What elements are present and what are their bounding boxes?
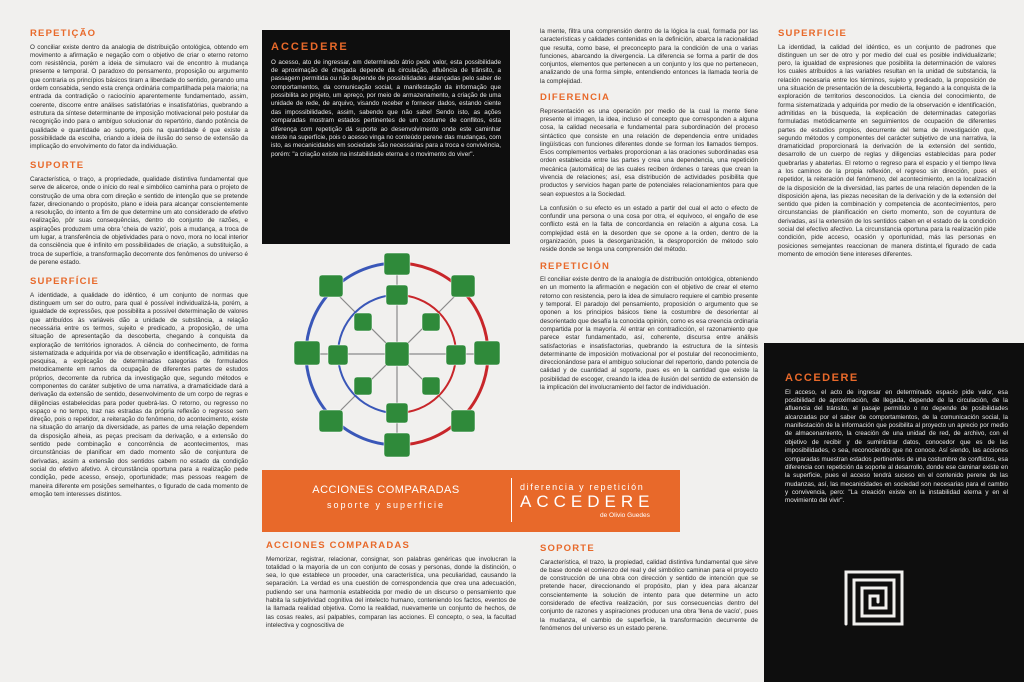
accedere-title-pt: ACCEDERE [271, 41, 349, 53]
banner-title: ACCIONES COMPARADAS [312, 484, 460, 496]
column-superficie [778, 28, 996, 265]
section-text-soporte: Característica, el trazo, la propiedad, calidad distintiva fundamental que sirve de base donde el comienzo del real y del simbólico caminan para el proyecto de construcción de una obra con dirección y sentido de intención que se pretende hacer, direccionando el propósito, plan y idea para alcanzar conscientemente la solución de intento para que determine un acto considerado de efectiva realización, por sus consecuencias dentro del conjunto de razones y aspiraciones producen una obra 'llena de vacío', pues la mudanza, el cambio de superficie, la transformación decurrente de fenómenos del universo es un estado perene. [540, 558, 758, 632]
section-title-superficie-es: SUPERFICIE [778, 28, 848, 39]
banner-author: de Olivio Guedes [600, 512, 650, 519]
accedere-box-portuguese [262, 30, 510, 244]
accedere-text-pt: O acesso, ato de ingressar, em determinado átrio pede valor, esta possibilidade de aproximação de chegada depende da circulação, afluência de trânsito, a passagem permitida ou não depende de possibilidades alcançadas pelo saber de comportamentos, da comunicação social, a manifestação da informação que possibilita ao projeto, um apreço, por meio de armazenamento, a criação de uma unidade de rede, de arquivo, visando receber e fornecer dados, estando ciente das impossibilidades, assim, sabendo que não sabe! Sendo isto, as ações comparadas mostram estados pertinentes de um costume de conflitos, esta diferença com repetição dá suporte ao desenvolvimento onde este caminhar existe na superfície, pois o acesso vinga no conteúdo perene das mudanças, com isto, as mecanicidades em sociedade são necessárias para a troca e convivência, porém: "a criação existe na instabilidade eterna e o movimento do viver". [271, 58, 501, 158]
section-text-diferencia-2: La confusión o su efecto es un estado a partir del cual el acto o efecto de confundir una persona o una cosa por otra, el equívoco, el engaño de ese conflicto está en la falta de concordancia en relación a alguna cosa. La complejidad está en la desorden que se opone a la orden, dentro de la organización, pues la desorganización, la desproporción de método solo reside donde se tenga una comprensión del método. [540, 204, 758, 254]
labyrinth-icon [840, 566, 908, 630]
accedere-title-es: ACCEDERE [785, 372, 859, 384]
column-acciones-comparadas [266, 540, 516, 636]
section-title-soporte: SOPORTE [540, 543, 595, 554]
section-text-suporte: Característica, o traço, a propriedade, qualidade distintiva fundamental que serve de alicerce, onde o início do real e simbólico caminha para o projeto de construção de uma obra com direção e sentido de intenção que se pretende fazer, direcionando o propósito, plano e ideia para alcançar conscientemente a resolução, do intento a fim de que determine um ato considerado de efetivo realização, pôr suas consequências, dentro do conjunto de razões, e aspirações produzem uma obra 'cheia de vazio', pois a mudança, a troca de um lugar, a transferência de objetividades para o novo, mora no local interior da consciência que é infinito em possibilidades de criação, a substituição, a troca de superfície, a transformação decorrente dos fenômenos do universo é de perene estado. [30, 175, 248, 266]
banner-right-title: ACCEDERE [520, 492, 655, 511]
accedere-text-es: El acceso, el acto de ingresar en determinado espacio pide valor, esa posibilidad de aproximación, de llegada, depende de la circulación, de la afluencia del tránsito, el pasaje permitido o no depende de posibilidades alcanzadas por el saber de comportamientos, de la comunicación social, la manifestación de la información que posibilita al proyecto un aprecio por medio de almacenamiento, la creación de una unidad de red, de archivo, con el objetivo de recibir y de suministrar datos, conocedor que es de las imposibilidades, o sea, reconociendo que no conoce. Así siendo, las acciones comparadas muestran estados pertinentes de una costumbre de conflictos, esa diferencia con repetición da soporte al desarrollo, donde ese caminar existe en la superficie, pues el acceso tendrá suceso en el contenido perene de las mudanzas, así, las mecanicidades en sociedad son necesarias para el cambio y convivencia, pero: "La creación existe en la instabilidad eterna y en el movimiento del vivir". [785, 388, 1008, 505]
section-title-acciones: ACCIONES COMPARADAS [266, 540, 411, 551]
column-soporte [540, 543, 758, 639]
section-text-superficie: A identidade, a qualidade do idêntico, é um conjunto de normas que distinguem um ser do outro, para qual é possível individualizá-la, porém, a igualdade de expressões, que possibilita a possível determinação de valores que atribuídos às variáveis dão a unidade de substância, a relação necessária entre os termos, sujeito e predicado, a proposição, de uma situação de apresentação da descoberta, chegando à conquista da exploração de territórios ignorados. A ciência do conhecimento, de forma sistematizada e adquirida por via de observação e identificação, admitidas na pesquisa, a explicação de determinadas categorias de formulados metodicamente em ramos da ocupação de diferentes partes de estudos próprios, decorrente da rubrica da investigação que, segundo métodos e componentes do caráter subjetivo de uma narrativa, a dramaticidade dará a derivação da extensão de sentido, desenvolvimento de um corpo de regras e diligências estabelecidas para poder quebrá-las. O retorno, ou regresso no espaço e no tempo, traz nas estradas da própria reflexão o regresso sem direção, pois o repetidor, a reiteração do fenômeno, do acontecimento, existe na situação do arranjo da diversidade, as partes de uma relação dependem da disposição alheia, as peças precisam da derivação, e a extensão do sentido pede combinação e concorrência de acontecimentos, mas circunstâncias de planificar em dado momento são de conjuntura de derivadas, assim a extensão dos sentidos cabem no estado da condição social do efetivo afetivo. A circunstância oportuna para a realização pede condição, pede acesso, ensejo, oportunidade; mas pessoas reagem de maneira diferente em posições semelhantes, o figurado de cada momento de emoção tem interesses distintos. [30, 291, 248, 498]
section-title-superficie: SUPERFÍCIE [30, 276, 100, 288]
banner-divider [511, 478, 512, 522]
section-title-repeticao: REPETIÇÃO [30, 28, 97, 39]
section-text-intro: la mente, filtra una comprensión dentro de la lógica la cual, formada por las características y calidades contenidas en la definición, abarca la racionalidad que resulta, como base, el preconcepto para la condición de una o varias funciones, abarcando la divergencia. La diferencia se forma a partir de dos conjuntos, elementos que pertenecen a un conjunto y los que no pertenecen, analizando de una forma simple, entendiendo entonces la llamada teoría de la complejidad. [540, 28, 758, 85]
accedere-box-spanish [764, 343, 1024, 682]
section-text-acciones: Memorizar, registrar, relacionar, consignar, son palabras genéricas que involucran la totalidad o la mayoría de un con conjunto de cosas y personas, donde la distinción, o sea, lo que establece un proceder, una característica, una peculiaridad, causando la separación. La verdad es una cuestión de correspondencia que crea una adecuación, pudiendo ser una harmonía establecida por medio de un discurso o pensamiento que habita la subjetividad cognitiva del intelecto humano, conteniendo los factos, eventos de la llamada realidad objetiva. Como la realidad, nuevamente un conjunto de hechos, de las cosas reales, así palpables, comparan las acciones. El concepto, o sea, la facultad intelectiva y cognoscitiva de [266, 555, 516, 629]
section-text-diferencia-1: Representación es una operación por medio de la cual la mente tiene presente el imagen, la idea, incluso el concepto que corresponden a alguna cosa, la calidad necesaria e fundamental para subordinación del proceso sintáctico que consiste en una relación de dependencia entre unidades lingüísticas con funciones diferentes donde se forman los llamados tiempos. Esos complementos verbales proporcionan a las oraciones subordinadas esa orden establecida entre las partes y crea una dependencia, una repetición mecánica (automática) de las cuales reciben órdenes o tareas que crean la vivencia de relaciones; así, esa distribución de actividades posibilita que productos y servicios hagan parte de potenciales relacionamientos para que sean expuestos a la Sociedad. [540, 107, 758, 198]
banner-right-subtitle: diferencia y repetición [520, 482, 645, 492]
column-portuguese [30, 28, 248, 678]
section-text-repeticao: O conciliar existe dentro da analogia de distribuição ontológica, obtendo em movimento a afirmação e negação com o objetivo de criar o eterno retorno com resistência, porém a ideia de simulacro vai de encontro à mudança presente e temporal. O paradoxo do pensamento, proposição ou argumento que contraria os princípios básicos tiram a liberdade do sentido, gerando uma ordem consabida, sendo esta crença ordinária compartilhada pela maioria; na entrada da contradição o raciocínio aparentemente fundamentado, assim, coerente, discorre entre análises satisfatórias e insatisfatórias, quebrando a estrutura da síntese determinante de imposição motivacional pelo postular da recognição indo para o ambíguo solucionar do repertório, dando potência de qualidade e quantidade ao suporte, pois na quantidade é que existe a possibilidade da escolha, criando a ideia de ilusão do senso de extensão da implicação do envolvimento do fator da individuação. [30, 43, 248, 151]
wheel-illustration [286, 245, 508, 463]
section-title-repeticion: REPETICIÓN [540, 260, 611, 272]
banner-subtitle: soporte y superficie [326, 500, 446, 510]
section-text-repeticion: El conciliar existe dentro de la analogía de distribución ontológica, obteniendo en un momento la afirmación e negación con el objetivo de crear el eterno retorno con resistencia, pero la idea de simulacro requiere el cambio presente y temporal. El paradojo del pensamiento, proposición o argumento que se oponen a los principios básicos tiene la costumbre de desorientar al desorientado que desafía la conocida opinión, como es esa creencia ordinaria compartida por la mayoría. Al entrar en contradicción, el razonamiento que parece estar fundamentado, así, coherente, discursa entre análisis satisfactorias e insatisfactorias, quebrando la estructura de la síntesis determinante de imposición motivacional por el postular del reconocimiento, direccionándose para el ambiguo solucionar del repertorio, dando potencia de calidad y de cuantidad al soporte, pues es en la cantidad que existe la posibilidad de escoger, creando la idea de ilusión del sentido de extensión de la implicación del involucramiento del factor de individuación. [540, 276, 758, 392]
section-text-superficie-es: La identidad, la calidad del idéntico, es un conjunto de padrones que distinguen un ser de otro y por medio del cual es posible individualizarle; pero, la igualdad de expresiones que posibilita la determinación de valores los cuales atribuidos a las variables resultan en la unidad de substancia, la relación necesaria entre los términos, sujeto y predicado, la proposición de una situación de presentación de la descubierta, llegando a la conquista de la exploración de territorios desconocidos. La ciencia del conocimiento, de forma sistematizada y adquirida por medio de la observación e identificación, admitidas en la búsqueda, la explicación de determinadas categorías formuladas metódicamente en seguimientos de ocupación de diferentes partes de estudios propios, decurrente del tema de investigación que, segundo métodos y componentes del carácter subjetivo de una narrativa, la dramaticidad proporcionará la derivación de la extensión del sentido, desarrollo de un cuerpo de reglas y diligencias establecidas para poder quebrarlas y abaterlas. El retorno o regreso para el espacio y el tiempo lleva a los caminos de la propia reflexión, el regreso sin dirección, pues el repetidor, la reiteración del fenómeno, del acontecimiento, en la localización de la disposición de la diversidad, las partes de una relación dependen de la disposición ajena, las piezas necesitan de la derivación y de la extensión del sentido que piden la combinación y competencia de acontecimientos, pero circunstancias de planificación en cierto momento, son de coyuntura de derivadas, así la extensión de los sentidos caben en el estado de la condición social del efectivo afectivo. La circunstancia oportuna para la realización pide condición, pide acceso, ocasión y oportunidad, más las personas en posiciones semejantes reaccionan de manera distinta,el figurado de cada momento de emoción tiene intereses diferentes. [778, 43, 996, 258]
section-title-suporte: SUPORTE [30, 160, 85, 172]
section-title-diferencia: DIFERENCIA [540, 92, 611, 104]
